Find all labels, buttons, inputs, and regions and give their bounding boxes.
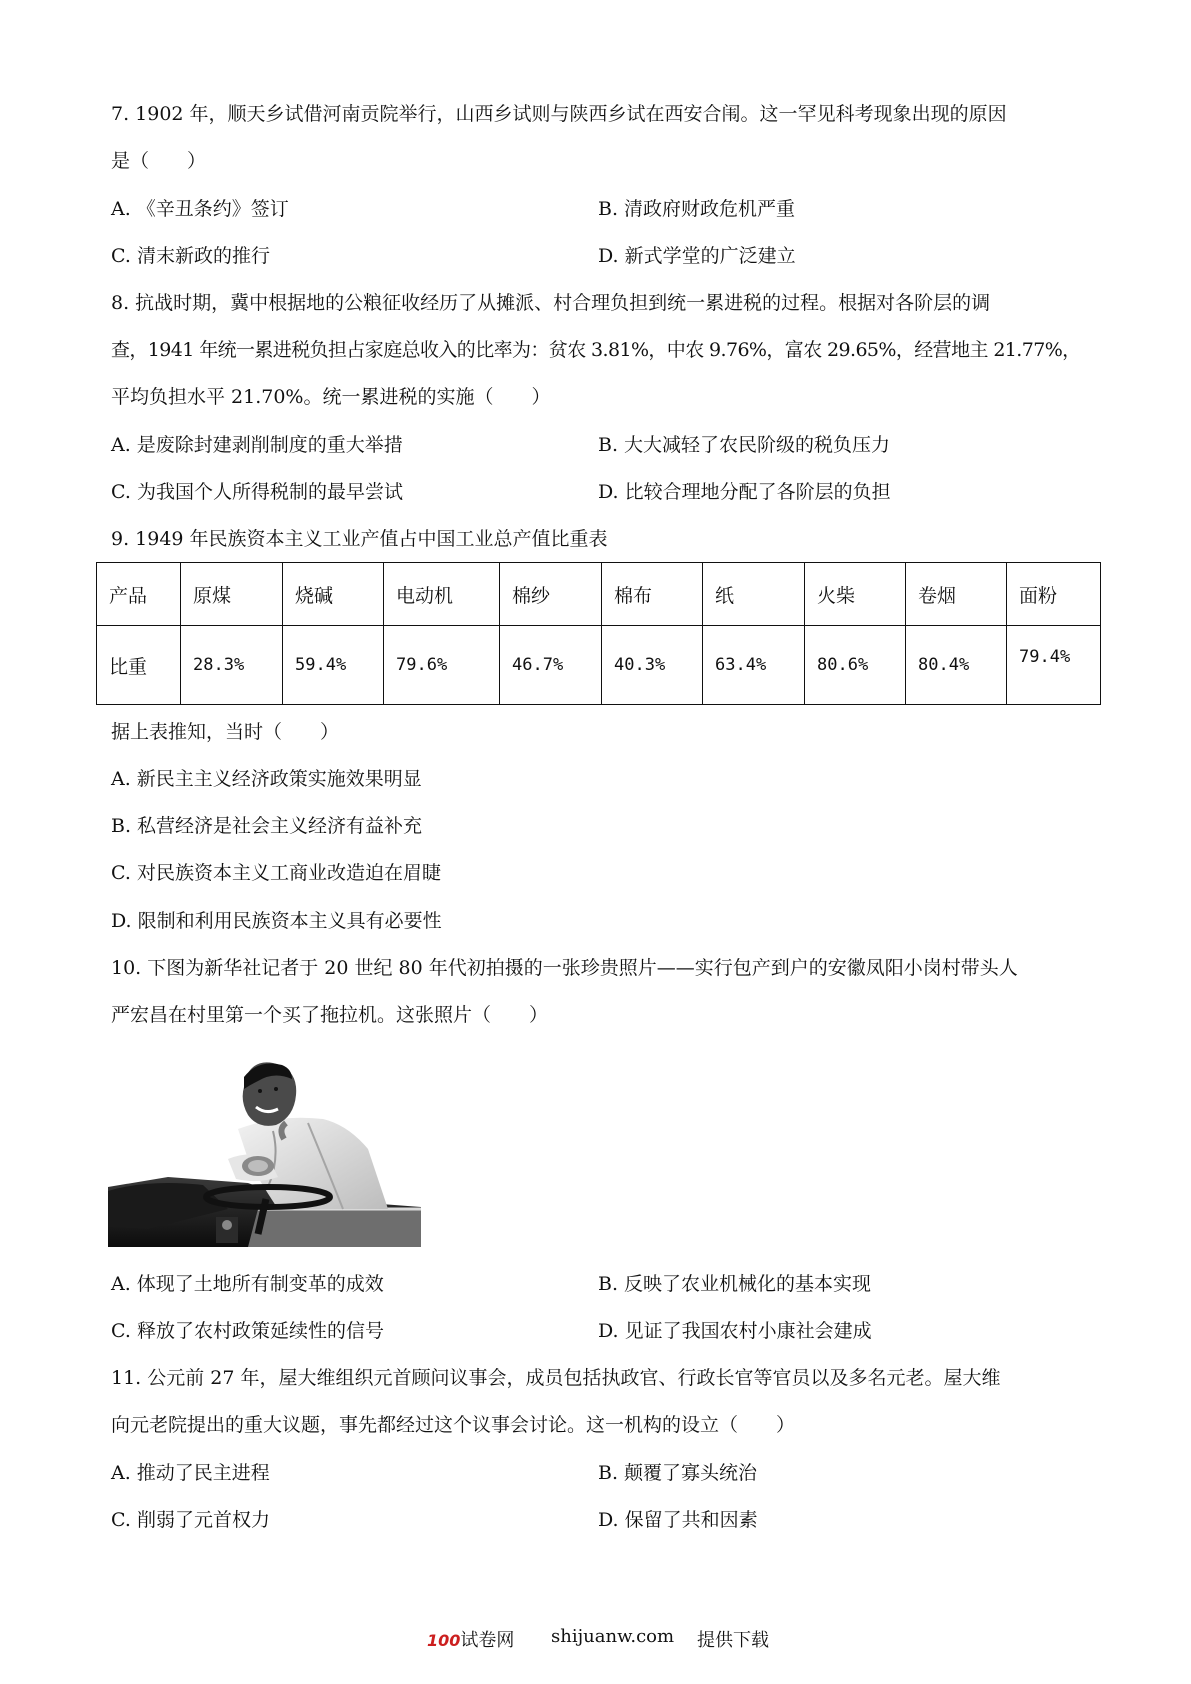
logo-number: 100 (427, 1631, 461, 1650)
table-cell: 79.6% (384, 626, 500, 705)
table-cell: 40.3% (602, 626, 703, 705)
table-cell: 棉纱 (500, 563, 602, 626)
site-logo[interactable] (427, 1626, 514, 1652)
q11-stem-line2: 向元老院提出的重大议题，事先都经过这个议事会讨论。这一机构的设立（ ） (111, 1414, 796, 1436)
q7-option-b: B. 清政府财政危机严重 (598, 198, 796, 220)
q8-stem-line1: 8. 抗战时期，冀中根据地的公粮征收经历了从摊派、村合理负担到统一累进税的过程。根据对各阶层的调 (111, 292, 991, 314)
q7-option-c: C. 清末新政的推行 (111, 245, 270, 267)
table-cell (1007, 626, 1101, 705)
q8-stem-line3: 平均负担水平 21.70%。统一累进税的实施（ ） (111, 386, 551, 408)
table-cell: 28.3% (181, 626, 283, 705)
table-cell: 80.6% (805, 626, 906, 705)
q7-stem-line1: 7. 1902 年，顺天乡试借河南贡院举行，山西乡试则与陕西乡试在西安合闱。这一罕见科考现象出现的原因 (111, 103, 1007, 125)
q11-option-d: D. 保留了共和因素 (598, 1509, 758, 1531)
q11-option-a: A. 推动了民主进程 (111, 1462, 270, 1484)
table-cell: 纸 (703, 563, 805, 626)
q8-option-b: B. 大大减轻了农民阶级的税负压力 (598, 434, 891, 456)
table-cell-value: 79.4% (1019, 647, 1071, 667)
q9-option-b: B. 私营经济是社会主义经济有益补充 (111, 815, 423, 837)
table-cell: 59.4% (283, 626, 384, 705)
table-cell: 比重 (97, 626, 181, 705)
table-cell: 棉布 (602, 563, 703, 626)
q8-stem-line2: 查，1941 年统一累进税负担占家庭总收入的比率为：贫农 3.81%，中农 9.76%，富农 29.65%，经营地主 21.77%， (111, 339, 1081, 361)
table-header-row (97, 563, 1101, 626)
q10-option-d: D. 见证了我国农村小康社会建成 (598, 1320, 872, 1342)
q9-option-c: C. 对民族资本主义工商业改造迫在眉睫 (111, 862, 441, 884)
table-cell: 46.7% (500, 626, 602, 705)
q7-stem-line2: 是（ ） (111, 150, 207, 172)
table-cell: 原煤 (181, 563, 283, 626)
q10-stem-line2: 严宏昌在村里第一个买了拖拉机。这张照片（ ） (111, 1004, 549, 1026)
table-cell: 面粉 (1007, 563, 1101, 626)
logo-text: 试卷网 (460, 1630, 515, 1651)
q9-option-a: A. 新民主主义经济政策实施效果明显 (111, 768, 422, 790)
q7-option-d: D. 新式学堂的广泛建立 (598, 245, 796, 267)
table-cell: 电动机 (384, 563, 500, 626)
table-cell: 产品 (97, 563, 181, 626)
q11-option-b: B. 颠覆了寡头统治 (598, 1462, 758, 1484)
table-cell: 63.4% (703, 626, 805, 705)
q9-option-d: D. 限制和利用民族资本主义具有必要性 (111, 910, 442, 932)
q7-option-a: A. 《辛丑条约》签订 (111, 198, 289, 220)
table-cell: 80.4% (906, 626, 1007, 705)
q9-caption: 9. 1949 年民族资本主义工业产值占中国工业总产值比重表 (111, 528, 608, 550)
q8-option-d: D. 比较合理地分配了各阶层的负担 (598, 481, 891, 503)
q10-option-b: B. 反映了农业机械化的基本实现 (598, 1273, 872, 1295)
q10-stem-line1: 10. 下图为新华社记者于 20 世纪 80 年代初拍摄的一张珍贵照片——实行包产到户的安徽凤阳小岗村带头人 (111, 957, 1018, 979)
q8-option-c: C. 为我国个人所得税制的最早尝试 (111, 481, 403, 503)
table-cell: 烧碱 (283, 563, 384, 626)
q11-option-c: C. 削弱了元首权力 (111, 1509, 270, 1531)
q9-stem: 据上表推知，当时（ ） (111, 721, 340, 743)
site-url-link[interactable]: shijuanw.com (551, 1626, 675, 1647)
q10-option-a: A. 体现了土地所有制变革的成效 (111, 1273, 384, 1295)
q8-option-a: A. 是废除封建剥削制度的重大举措 (111, 434, 403, 456)
table-cell: 卷烟 (906, 563, 1007, 626)
download-text: 提供下载 (697, 1630, 769, 1651)
table-cell: 火柴 (805, 563, 906, 626)
q11-stem-line1: 11. 公元前 27 年，屋大维组织元首顾问议事会，成员包括执政官、行政长官等官员以及多名元老。屋大维 (111, 1367, 1001, 1389)
q10-option-c: C. 释放了农村政策延续性的信号 (111, 1320, 384, 1342)
page-footer (0, 1624, 1191, 1654)
industry-share-table (96, 562, 1101, 705)
tractor-photo (108, 1059, 421, 1247)
table-row (97, 626, 1101, 705)
